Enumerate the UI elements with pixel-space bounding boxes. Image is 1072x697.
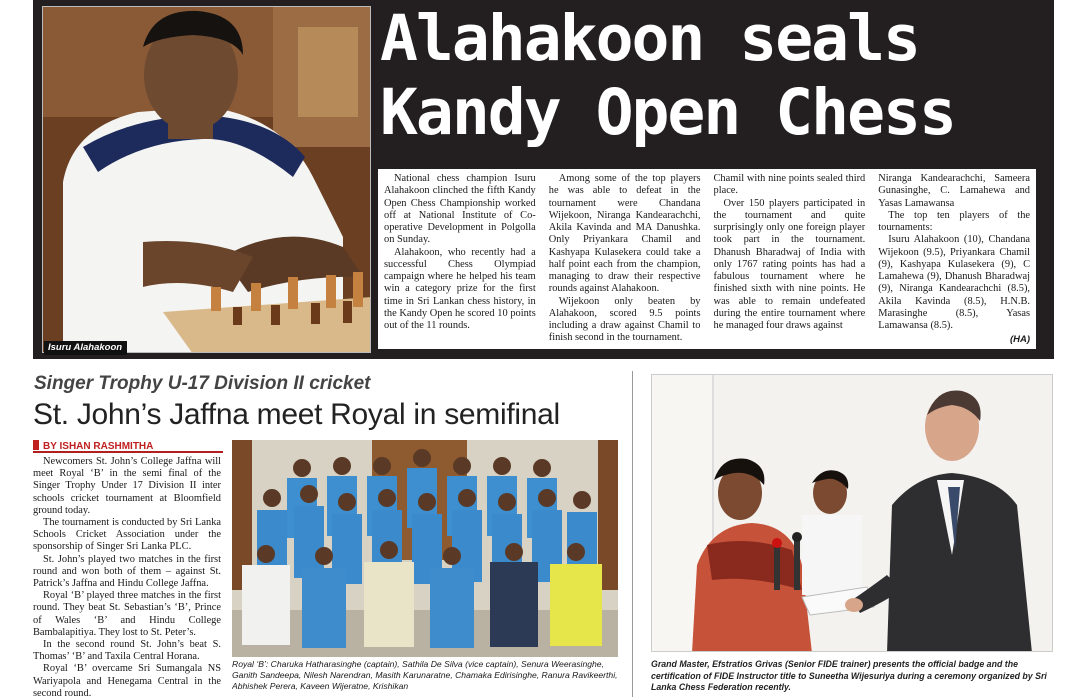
chess-col3-para-1: Chamil with nine points sealed third place. [713, 173, 866, 197]
cricket-para-1: Newcomers St. John’s College Jaffna will meet Royal ‘B’ in the semi final of the Singer Trophy Under 17 Division II inter schools cricket tournament at Bloomfield ground today. [33, 456, 221, 516]
cricket-para-4: Royal ‘B’ played three matches in the first round. They beat St. Sebastian’s ‘B’, Prince of Wales ‘B’ and Hindu College Bambalapitiya. They lost to St. Peter’s. [33, 590, 221, 638]
chess-headline-line-2: Kandy Open Chess [380, 76, 955, 149]
cricket-article-body [33, 456, 221, 697]
chess-col4-para-1: Niranga Kandearachchi, Sameera Gunasinghe, C. Lamahewa and Yasas Lamawansa [878, 173, 1030, 209]
chess-column-4 [878, 173, 1030, 346]
cricket-para-5: In the second round St. John’s beat S. Thomas’ ‘B’ and Taxila Central Horana. [33, 639, 221, 663]
royal-b-team-photo [232, 440, 618, 657]
ceremony-illustration [652, 375, 1053, 652]
team-photo-caption: Royal ‘B’: Charuka Hatharasinghe (captain), Sathila De Silva (vice captain), Senura Weerasinghe, Ganith Sandeepa, Nilesh Narendran, Masith Karunaratne, Chamaka Edirisinghe, Ranura Ravikeerthi, Abhishek Perera, Kaveen Wijeratne, Krishikan [232, 659, 618, 691]
chess-col1-para-2: Alahakoon, who recently had a successful Chess Olympiad campaign where he helped his team win a category prize for the first time in Sri Lankan chess history, in the Kandy Open he scored 10 points out of the 11 rounds. [384, 246, 536, 331]
chess-col2-para-1: Among some of the top players he was able to defeat in the tournament were Chandana Wijekoon, Niranga Kandearachchi, Akila Kavinda and MA Danushka. Only Priyankara Chamil and Kashyapa Kulasekera could take a half point each from the champion, managing to draw their respective rounds against Alahakoon. [548, 173, 701, 295]
chess-col2-para-2: Wijekoon only beaten by Alahakoon, scored 9.5 points including a draw against Chamil to finish second in the tournament. [548, 295, 701, 344]
chess-column-3 [714, 173, 866, 346]
cricket-kicker: Singer Trophy U-17 Division II cricket [34, 373, 371, 394]
byline-marker [33, 440, 39, 450]
cricket-headline: St. John’s Jaffna meet Royal in semifinal [33, 398, 560, 431]
isuru-alahakoon-photo [42, 6, 371, 353]
cricket-para-2: The tournament is conducted by Sri Lanka Schools Cricket Association under the sponsorship of Singer Sri Lanka PLC. [33, 517, 221, 553]
chess-col4-para-3: Isuru Alahakoon (10), Chandana Wijekoon (9.5), Priyankara Chamil (9), Kashyapa Kulasekera (9), C Lamahewa (9), Dhanush Bharadwaj (9), Niranga Kandearachchi (8.5), Akila Kavinda (8.5), H.N.B. Marasinghe (8.5), Yasas Lamawansa (8.5). [878, 234, 1030, 331]
chess-article-body [378, 169, 1036, 349]
cricket-byline [33, 440, 223, 453]
cricket-para-3: St. John’s played two matches in the first round and won both of them – against St. Patrick’s Jaffna and Hindu College Jaffna. [33, 553, 221, 590]
chess-column-1 [384, 173, 536, 346]
chess-col3-para-2: Over 150 players participated in the tournament and quite surprisingly only one foreign player took part in the tournament. Dhanush Bharadwaj of India with only 1767 rating points has had a fabulous tournament where he finished sixth with nine points. He was able to remain undefeated during the entire tournament where he managed four draws against [713, 197, 866, 331]
team-group-illustration [232, 440, 618, 657]
chess-col1-para-1: National chess champion Isuru Alahakoon clinched the fifth Kandy Open Chess Championship worked off at National Institute of Co-operative Development in Polgolla on Sunday. [384, 173, 536, 246]
fide-photo-caption: Grand Master, Efstratios Grivas (Senior FIDE trainer) presents the official badge and the certification of FIDE Instructor title to Suneetha Wijesuriya during a ceremony organized by Sri Lanka Chess Federation recently. [651, 659, 1047, 692]
chess-credit: (HA) [1009, 334, 1030, 346]
chess-headline-line-1: Alahakoon seals [380, 2, 919, 75]
byline-text: BY ISHAN RASHMITHA [43, 441, 154, 452]
hero-photo-caption: Isuru Alahakoon [44, 341, 127, 355]
chess-player-illustration [43, 7, 371, 353]
fide-ceremony-photo [651, 374, 1053, 652]
chess-column-2 [549, 173, 701, 346]
cricket-para-6: Royal ‘B’ overcame Sri Sumangala NS Wariyapola and Henegama Central in the second round. [33, 663, 221, 697]
chess-headline [380, 2, 1050, 150]
chess-col4-para-2: The top ten players of the tournaments: [878, 209, 1030, 233]
column-divider [632, 371, 633, 697]
